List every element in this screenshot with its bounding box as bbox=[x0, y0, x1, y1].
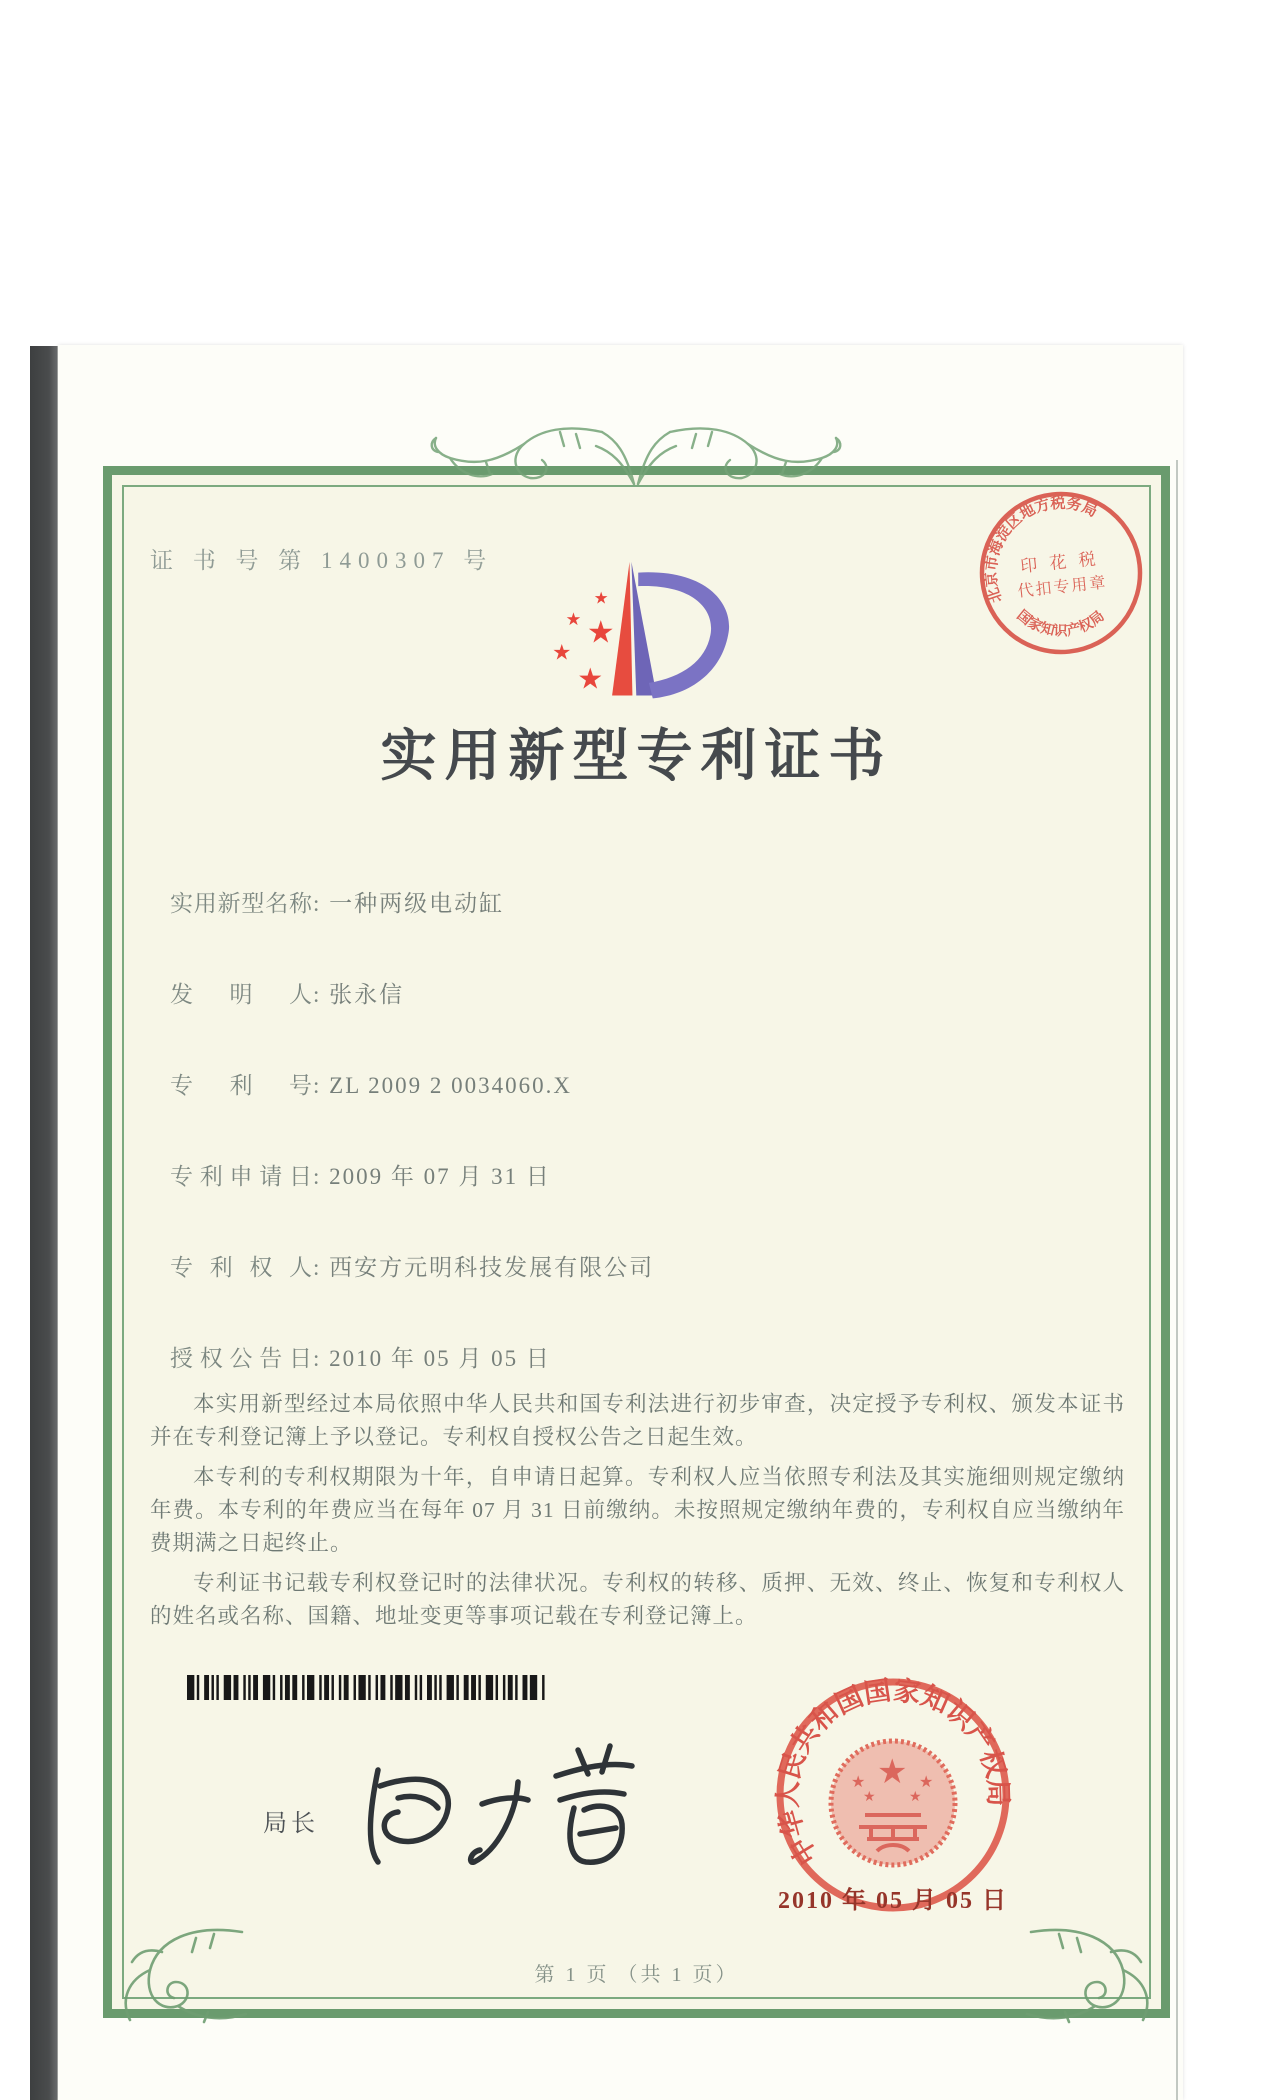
field-label: 专利号 bbox=[170, 1073, 312, 1098]
legal-paragraph: 本实用新型经过本局依照中华人民共和国专利法进行初步审查，决定授予专利权、颁发本证书并在专利登记簿上予以登记。专利权自授权公告之日起生效。 bbox=[150, 1392, 1125, 1449]
patent-office-logo bbox=[545, 560, 745, 710]
field-row bbox=[170, 1249, 654, 1282]
seal-date: 2010 年 05 月 05 日 bbox=[778, 1888, 1008, 1914]
field-value: 2009 年 07 月 31 日 bbox=[329, 1164, 551, 1189]
tax-stamp-arc-top-text: 北京市海淀区地方税务局 bbox=[983, 495, 1100, 605]
legal-paragraph: 本专利的专利权期限为十年，自申请日起算。专利权人应当依照专利法及其实施细则规定缴纳年费。本专利的年费应当在每年 07 月 31 日前缴纳。未按照规定缴纳年费的，专利权自应当缴纳年费期满之日起终止。 bbox=[150, 1465, 1125, 1555]
field-row bbox=[170, 1340, 551, 1373]
logo-star-icon: ★ bbox=[593, 588, 609, 608]
field-label: 专利申请日 bbox=[170, 1164, 312, 1189]
field-value: 一种两级电动缸 bbox=[329, 891, 505, 916]
svg-text:★: ★ bbox=[877, 1754, 908, 1791]
svg-text:国家知识产权局 bbox=[1012, 598, 1109, 645]
field-colon: : bbox=[313, 1346, 320, 1371]
field-value: 张永信 bbox=[329, 982, 405, 1007]
field-label: 发明人 bbox=[170, 982, 312, 1007]
tax-stamp-seal bbox=[968, 480, 1155, 667]
field-row bbox=[170, 885, 504, 918]
logo-star-icon: ★ bbox=[577, 663, 604, 696]
certificate-title: 实用新型专利证书 bbox=[380, 726, 893, 788]
paper-right-edge bbox=[1176, 460, 1178, 2100]
logo-triangle-red bbox=[612, 562, 632, 696]
field-colon: : bbox=[313, 891, 320, 916]
field-value: 2010 年 05 月 05 日 bbox=[329, 1346, 551, 1371]
svg-text:★: ★ bbox=[863, 1790, 876, 1805]
field-row bbox=[170, 976, 404, 1009]
national-emblem bbox=[831, 1741, 955, 1865]
tax-stamp-line1: 印 花 税 bbox=[1019, 548, 1101, 577]
field-colon: : bbox=[313, 1073, 320, 1098]
field-colon: : bbox=[313, 982, 320, 1007]
logo-star-icon: ★ bbox=[565, 608, 582, 629]
logo-star-icon: ★ bbox=[552, 640, 572, 665]
svg-text:★: ★ bbox=[919, 1774, 934, 1791]
barcode bbox=[187, 1675, 547, 1700]
field-colon: : bbox=[313, 1164, 320, 1189]
signer-role-label: 局长 bbox=[263, 1811, 319, 1837]
field-label: 实用新型名称 bbox=[170, 891, 312, 916]
legal-paragraph: 专利证书记载专利权登记时的法律状况。专利权的转移、质押、无效、终止、恢复和专利权人的姓名或名称、国籍、地址变更等事项记载在专利登记簿上。 bbox=[150, 1571, 1125, 1628]
field-value: 西安方元明科技发展有限公司 bbox=[329, 1255, 655, 1280]
field-label: 专利权人 bbox=[170, 1255, 312, 1280]
tax-stamp-arc-bottom-text: 国家知识产权局 bbox=[1013, 608, 1108, 640]
svg-text:★: ★ bbox=[909, 1790, 922, 1805]
cnipa-round-seal bbox=[773, 1675, 1013, 1915]
svg-text:★: ★ bbox=[851, 1774, 866, 1791]
field-value: ZL 2009 2 0034060.X bbox=[329, 1073, 572, 1098]
logo-star-icon: ★ bbox=[586, 614, 615, 650]
book-spine-shadow bbox=[30, 346, 57, 2100]
legal-text-block bbox=[150, 1388, 1125, 1640]
tax-stamp-line2: 代扣专用章 bbox=[1016, 574, 1109, 601]
field-label: 授权公告日 bbox=[170, 1346, 312, 1371]
seal-ring-text: 中华人民共和国国家知识产权局 bbox=[773, 1675, 1013, 1871]
field-row bbox=[170, 1158, 551, 1191]
page-number-footer: 第 1 页 （共 1 页） bbox=[534, 1964, 739, 1986]
commissioner-signature bbox=[340, 1742, 640, 1887]
certificate-number: 证 书 号 第 1400307 号 bbox=[150, 548, 494, 573]
field-row bbox=[170, 1067, 572, 1100]
field-colon: : bbox=[313, 1255, 320, 1280]
